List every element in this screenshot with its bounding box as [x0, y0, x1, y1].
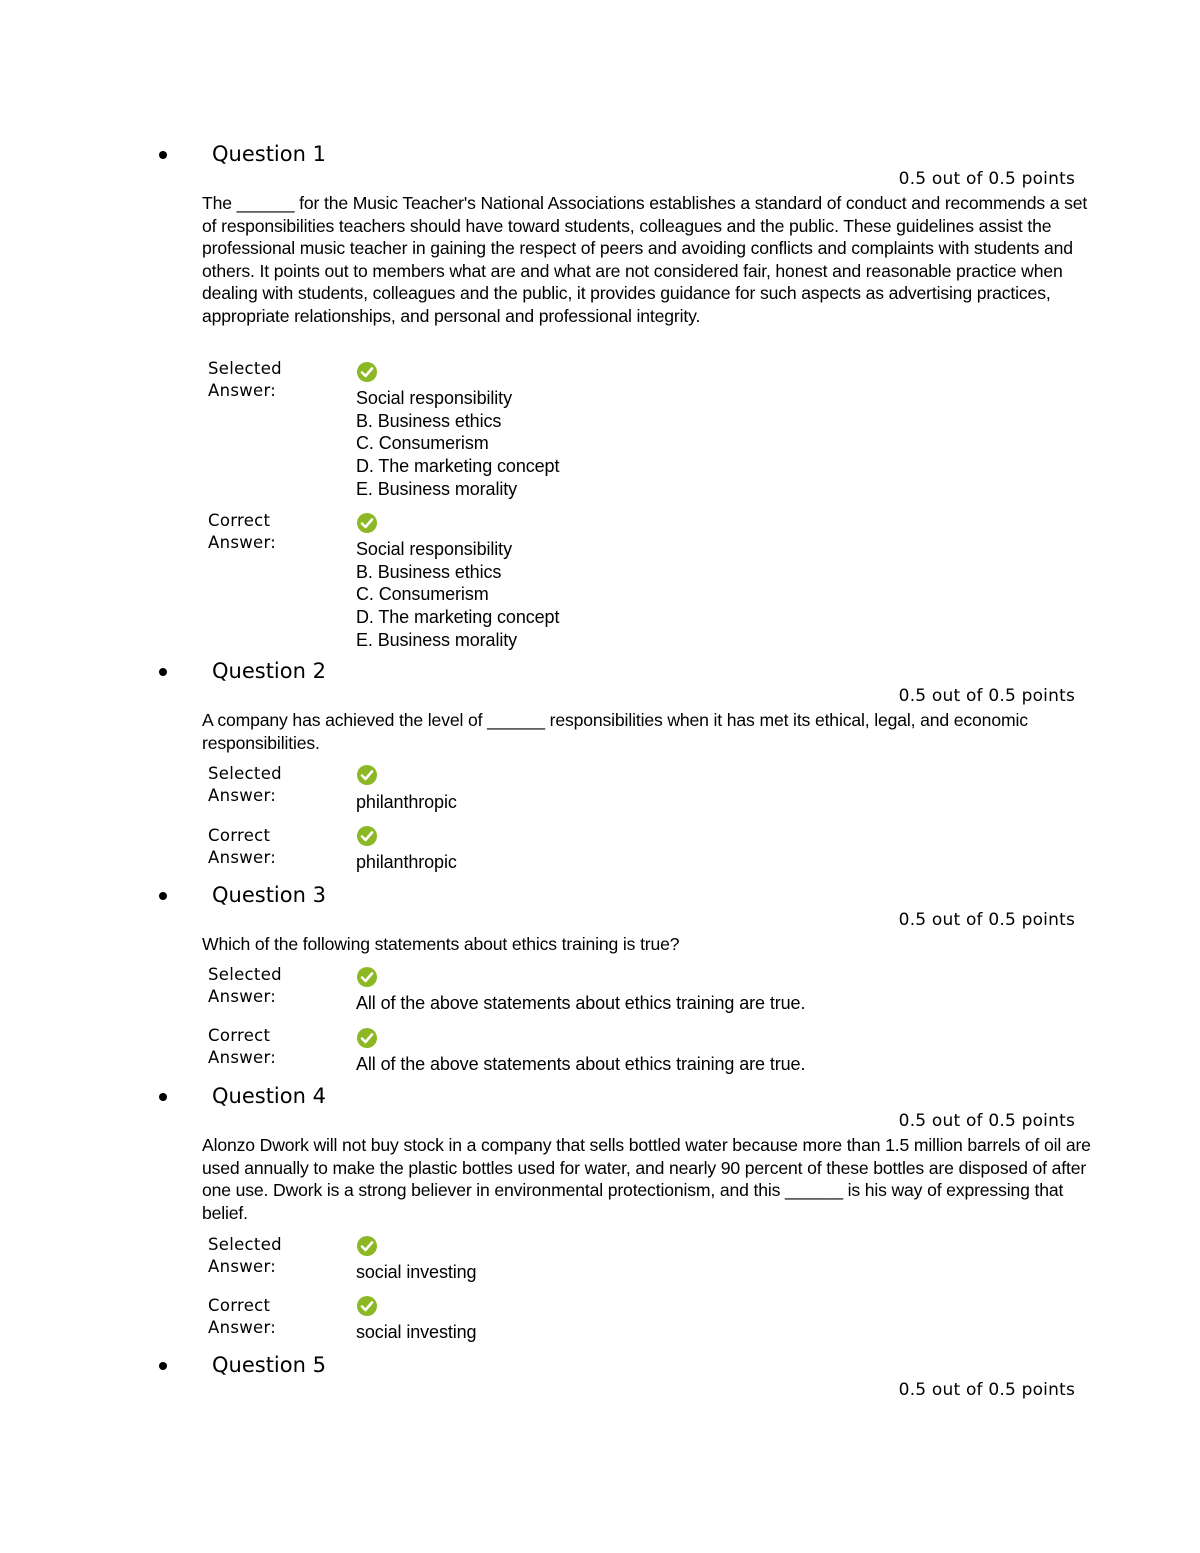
check-circle-icon	[356, 512, 378, 534]
selected-answer-value: philanthropic	[356, 792, 457, 812]
question-points: 0.5 out of 0.5 points	[898, 1111, 1075, 1131]
correct-answer-label: Correct Answer:	[208, 511, 277, 552]
check-circle-icon	[356, 764, 378, 786]
selected-answer-value: social investing	[356, 1262, 477, 1282]
question-title: Question 2	[212, 659, 326, 683]
selected-answer-label: Selected Answer:	[208, 1235, 282, 1276]
selected-answer-label: Selected Answer:	[208, 359, 282, 400]
correct-answer-label: Correct Answer:	[208, 1296, 277, 1337]
selected-answer-value: Social responsibility B. Business ethics C. Consumerism D. The marketing concept E. Business morality	[356, 388, 560, 499]
bullet-icon	[159, 668, 167, 676]
selected-answer-label: Selected Answer:	[208, 764, 282, 805]
bullet-icon	[159, 1362, 167, 1370]
correct-answer-value: All of the above statements about ethics training are true.	[356, 1054, 806, 1074]
question-text: Alonzo Dwork will not buy stock in a company that sells bottled water because more than 1.5 million barrels of oil are used annually to make the plastic bottles used for water, and nearly 90 percent of these bottles are disposed of after one use. Dwork is a strong believer in environmental protectionism, and this ______ is his way of expressing that belief.	[202, 1135, 1091, 1223]
correct-answer-value: social investing	[356, 1322, 477, 1342]
question-title: Question 5	[212, 1353, 326, 1377]
question-points: 0.5 out of 0.5 points	[898, 910, 1075, 930]
check-circle-icon	[356, 1235, 378, 1257]
question-text: The ______ for the Music Teacher's National Associations establishes a standard of conduct and recommends a set of responsibilities teachers should have toward students, colleagues and the public. These guidelines assist the professional music teacher in gaining the respect of peers and avoiding conflicts and complaints with students and others. It points out to members what are and what are not considered fair, honest and reasonable practice when dealing with students, colleagues and the public, it provides guidance for such aspects as advertising practices, appropriate relationships, and personal and professional integrity.	[202, 193, 1088, 326]
correct-answer-label: Correct Answer:	[208, 826, 277, 867]
question-points: 0.5 out of 0.5 points	[898, 169, 1075, 189]
check-circle-icon	[356, 1295, 378, 1317]
question-title: Question 4	[212, 1084, 326, 1108]
question-title: Question 1	[212, 142, 326, 166]
correct-answer-value: philanthropic	[356, 852, 457, 872]
bullet-icon	[159, 892, 167, 900]
bullet-icon	[159, 1093, 167, 1101]
question-text: A company has achieved the level of ______ responsibilities when it has met its ethical, legal, and economic responsibilities.	[202, 710, 1028, 753]
selected-answer-value: All of the above statements about ethics training are true.	[356, 993, 806, 1013]
bullet-icon	[159, 151, 167, 159]
correct-answer-value: Social responsibility B. Business ethics C. Consumerism D. The marketing concept E. Business morality	[356, 539, 560, 650]
question-text: Which of the following statements about ethics training is true?	[202, 934, 680, 954]
check-circle-icon	[356, 966, 378, 988]
question-title: Question 3	[212, 883, 326, 907]
check-circle-icon	[356, 361, 378, 383]
check-circle-icon	[356, 825, 378, 847]
check-circle-icon	[356, 1027, 378, 1049]
question-points: 0.5 out of 0.5 points	[898, 1380, 1075, 1400]
selected-answer-label: Selected Answer:	[208, 965, 282, 1006]
question-points: 0.5 out of 0.5 points	[898, 686, 1075, 706]
correct-answer-label: Correct Answer:	[208, 1026, 277, 1067]
